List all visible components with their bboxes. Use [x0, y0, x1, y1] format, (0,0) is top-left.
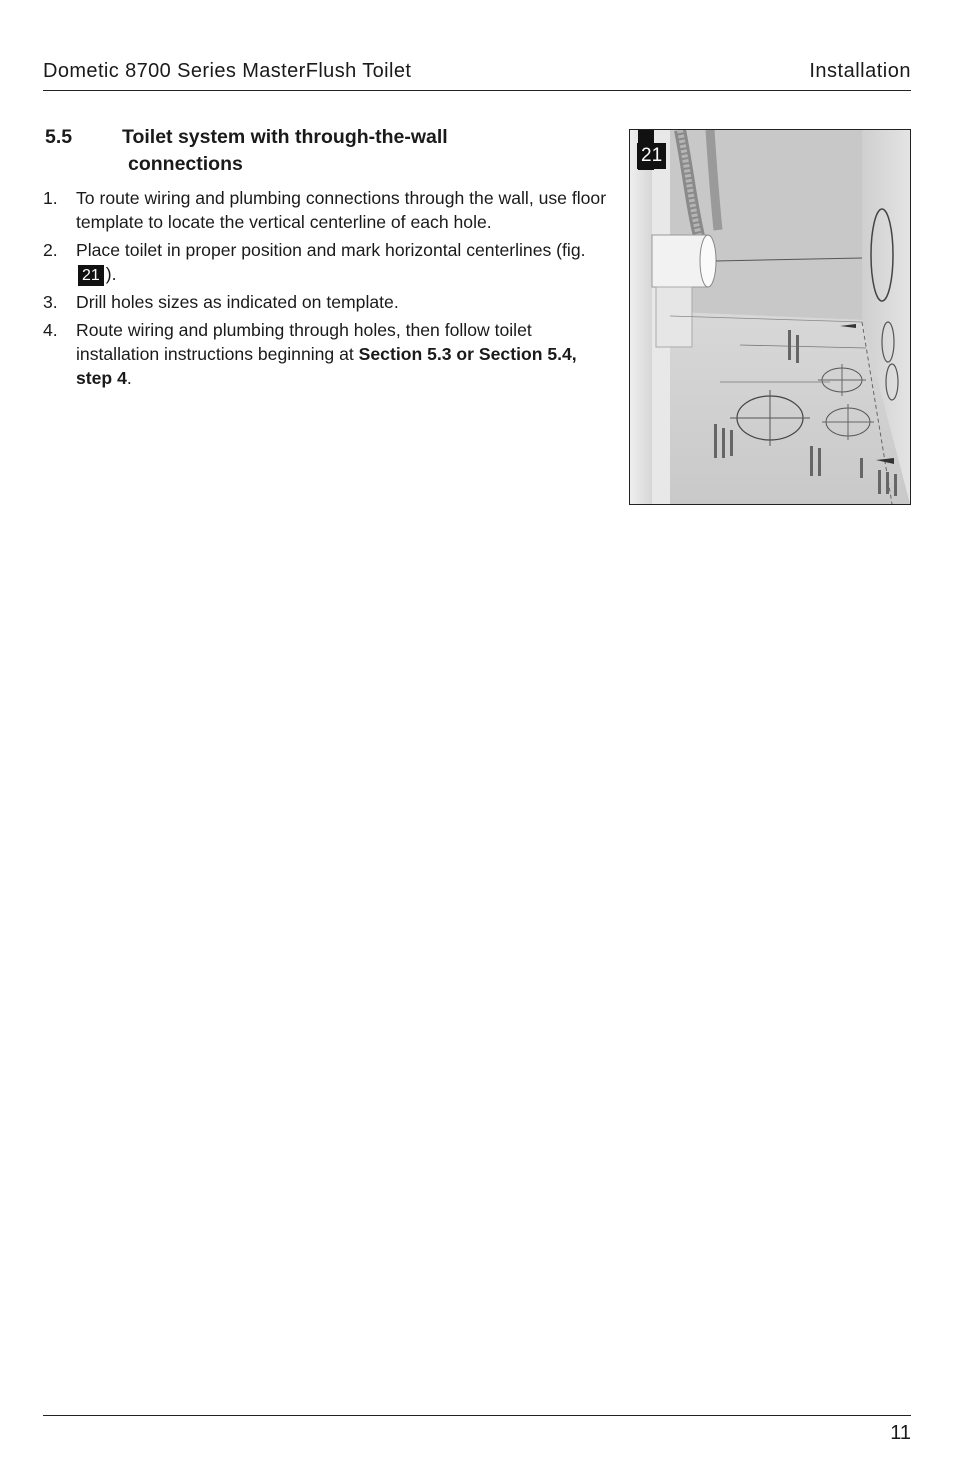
document-title: Dometic 8700 Series MasterFlush Toilet — [43, 60, 412, 82]
step-number: 4. — [43, 320, 58, 340]
step-text-end: . — [126, 368, 132, 388]
step-number: 1. — [43, 188, 58, 208]
step-text: To route wiring and plumbing connections through the wall, use floor template to locate the vertical centerline of each hole. — [76, 188, 607, 232]
figure-photo — [629, 129, 911, 505]
section-title — [122, 124, 542, 178]
page-header — [43, 58, 911, 91]
section-title-line1: Toilet system with through-the-wall — [122, 126, 448, 148]
section-name: Installation — [809, 60, 911, 82]
section-reference: Section 5.3 or Section 5.4, step 4 — [76, 344, 577, 388]
section-title-line2: connections — [128, 153, 243, 175]
step-item — [43, 290, 609, 314]
template-photo-illustration — [630, 130, 910, 504]
step-item — [43, 186, 609, 234]
footer-divider — [43, 1415, 911, 1416]
figure-number-badge: 21 — [637, 143, 666, 169]
steps-list — [43, 186, 609, 394]
step-text-end: ). — [105, 264, 117, 284]
step-text: Place toilet in proper position and mark horizontal centerlines (fig. — [76, 240, 586, 260]
step-item — [43, 318, 609, 390]
step-text: Route wiring and plumbing through holes, then follow toilet installation instructions beginning at — [76, 320, 532, 364]
step-item — [43, 238, 609, 286]
figure-reference: 21 — [78, 265, 104, 286]
step-number: 3. — [43, 292, 58, 312]
page-number: 11 — [890, 1422, 911, 1444]
section-number: 5.5 — [45, 126, 73, 148]
step-number: 2. — [43, 240, 58, 260]
step-text: Drill holes sizes as indicated on template. — [76, 292, 399, 312]
